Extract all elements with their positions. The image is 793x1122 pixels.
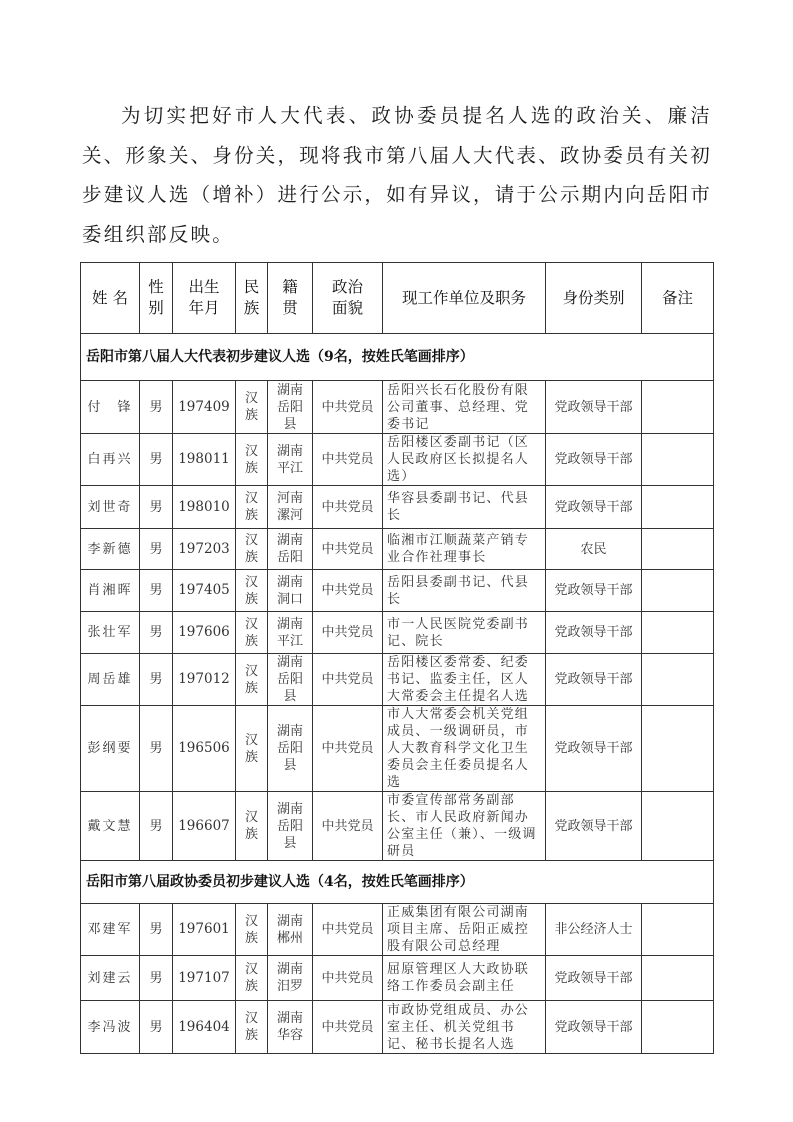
table-row — [81, 654, 714, 706]
cell-ethnicity: 汉族 — [236, 706, 268, 792]
header-native: 籍 贯 — [268, 263, 313, 334]
cell-political: 中共党员 — [313, 434, 383, 486]
cell-birth: 197107 — [173, 956, 236, 1001]
cell-native: 湖南 岳阳 县 — [268, 706, 313, 792]
cell-ethnicity: 汉族 — [236, 904, 268, 956]
table-row — [81, 612, 714, 654]
cell-name: 付 锋 — [81, 381, 140, 434]
table-row — [81, 956, 714, 1001]
table-header-row — [81, 263, 714, 334]
header-name: 姓 名 — [81, 263, 140, 334]
cell-remark — [642, 904, 714, 956]
cell-ethnicity: 汉族 — [236, 381, 268, 434]
cell-category: 党政领导干部 — [546, 381, 642, 434]
cell-birth: 196607 — [173, 792, 236, 861]
cell-category: 农民 — [546, 529, 642, 570]
cell-remark — [642, 486, 714, 529]
cell-birth: 198010 — [173, 486, 236, 529]
cell-political: 中共党员 — [313, 904, 383, 956]
cell-birth: 198011 — [173, 434, 236, 486]
cell-birth: 196404 — [173, 1001, 236, 1054]
cell-ethnicity: 汉族 — [236, 654, 268, 706]
cell-ethnicity: 汉族 — [236, 1001, 268, 1054]
cell-native: 湖南 华容 — [268, 1001, 313, 1054]
cell-work: 市政协党组成员、办公室主任、机关党组书记、秘书长提名人选 — [383, 1001, 546, 1054]
cell-native: 湖南 平江 — [268, 612, 313, 654]
cell-gender: 男 — [140, 381, 173, 434]
cell-category: 非公经济人士 — [546, 904, 642, 956]
cell-work: 屈原管理区人大政协联络工作委员会副主任 — [383, 956, 546, 1001]
cell-remark — [642, 612, 714, 654]
table-row — [81, 570, 714, 612]
cell-category: 党政领导干部 — [546, 956, 642, 1001]
intro-paragraph: 为切实把好市人大代表、政协委员提名人选的政治关、廉洁关、形象关、身份关，现将我市第八届人大代表、政协委员有关初步建议人选（增补）进行公示，如有异议，请于公示期内向岳阳市委组织部反映。 — [82, 104, 712, 246]
cell-name: 刘世奇 — [81, 486, 140, 529]
cell-native: 湖南 岳阳 县 — [268, 654, 313, 706]
cell-category: 党政领导干部 — [546, 570, 642, 612]
cell-gender: 男 — [140, 1001, 173, 1054]
cell-name: 张壮军 — [81, 612, 140, 654]
table-row — [81, 1001, 714, 1054]
section-title: 岳阳市第八届政协委员初步建议人选（4名，按姓氏笔画排序） — [81, 861, 714, 904]
cell-political: 中共党员 — [313, 381, 383, 434]
cell-remark — [642, 956, 714, 1001]
cell-gender: 男 — [140, 706, 173, 792]
cell-gender: 男 — [140, 434, 173, 486]
cell-gender: 男 — [140, 612, 173, 654]
cell-ethnicity: 汉族 — [236, 529, 268, 570]
table-row — [81, 381, 714, 434]
cell-gender: 男 — [140, 570, 173, 612]
cell-name: 李新德 — [81, 529, 140, 570]
cell-category: 党政领导干部 — [546, 1001, 642, 1054]
cell-gender: 男 — [140, 529, 173, 570]
cell-birth: 197405 — [173, 570, 236, 612]
cell-remark — [642, 570, 714, 612]
cell-political: 中共党员 — [313, 570, 383, 612]
cell-native: 湖南 岳阳 县 — [268, 381, 313, 434]
cell-work: 岳阳兴长石化股份有限公司董事、总经理、党委书记 — [383, 381, 546, 434]
cell-work: 岳阳县委副书记、代县长 — [383, 570, 546, 612]
cell-name: 邓建军 — [81, 904, 140, 956]
cell-ethnicity: 汉族 — [236, 956, 268, 1001]
cell-birth: 197203 — [173, 529, 236, 570]
cell-ethnicity: 汉族 — [236, 612, 268, 654]
cell-name: 刘建云 — [81, 956, 140, 1001]
cell-native: 湖南 岳阳 — [268, 529, 313, 570]
table-row — [81, 792, 714, 861]
cell-birth: 197606 — [173, 612, 236, 654]
cell-category: 党政领导干部 — [546, 654, 642, 706]
cell-work: 市人大常委会机关党组成员、一级调研员，市人大教育科学文化卫生委员会主任委员提名人选 — [383, 706, 546, 792]
cell-category: 党政领导干部 — [546, 792, 642, 861]
cell-name: 周岳雄 — [81, 654, 140, 706]
cell-category: 党政领导干部 — [546, 434, 642, 486]
cell-work: 市委宣传部常务副部长、市人民政府新闻办公室主任（兼）、一级调研员 — [383, 792, 546, 861]
cell-gender: 男 — [140, 956, 173, 1001]
header-category: 身份类别 — [546, 263, 642, 334]
cell-category: 党政领导干部 — [546, 612, 642, 654]
cell-remark — [642, 654, 714, 706]
cell-native: 河南 漯河 — [268, 486, 313, 529]
cell-remark — [642, 529, 714, 570]
cell-native: 湖南 洞口 — [268, 570, 313, 612]
cell-ethnicity: 汉族 — [236, 570, 268, 612]
section-header-row — [81, 861, 714, 904]
header-work: 现工作单位及职务 — [383, 263, 546, 334]
cell-remark — [642, 434, 714, 486]
intro-text — [82, 96, 712, 254]
cell-birth: 197012 — [173, 654, 236, 706]
cell-work: 正威集团有限公司湖南项目主席、岳阳正威控股有限公司总经理 — [383, 904, 546, 956]
cell-political: 中共党员 — [313, 706, 383, 792]
cell-political: 中共党员 — [313, 529, 383, 570]
section-header-row — [81, 334, 714, 381]
table-row — [81, 904, 714, 956]
cell-political: 中共党员 — [313, 792, 383, 861]
cell-birth: 197601 — [173, 904, 236, 956]
cell-ethnicity: 汉族 — [236, 792, 268, 861]
header-birth: 出生 年月 — [173, 263, 236, 334]
table-row — [81, 706, 714, 792]
header-political: 政治 面貌 — [313, 263, 383, 334]
cell-gender: 男 — [140, 486, 173, 529]
cell-political: 中共党员 — [313, 1001, 383, 1054]
cell-name: 彭纲要 — [81, 706, 140, 792]
header-remark: 备注 — [642, 263, 714, 334]
cell-name: 白再兴 — [81, 434, 140, 486]
cell-remark — [642, 381, 714, 434]
cell-ethnicity: 汉族 — [236, 486, 268, 529]
cell-work: 岳阳楼区委副书记（区人民政府区长拟提名人选） — [383, 434, 546, 486]
cell-birth: 197409 — [173, 381, 236, 434]
candidate-table — [80, 262, 714, 1054]
cell-native: 湖南 岳阳 县 — [268, 792, 313, 861]
cell-remark — [642, 1001, 714, 1054]
cell-work: 华容县委副书记、代县长 — [383, 486, 546, 529]
cell-ethnicity: 汉族 — [236, 434, 268, 486]
cell-name: 戴文慧 — [81, 792, 140, 861]
cell-political: 中共党员 — [313, 486, 383, 529]
cell-native: 湖南 平江 — [268, 434, 313, 486]
table-row — [81, 529, 714, 570]
cell-work: 市一人民医院党委副书记、院长 — [383, 612, 546, 654]
cell-name: 李冯波 — [81, 1001, 140, 1054]
table-row — [81, 486, 714, 529]
cell-name: 肖湘晖 — [81, 570, 140, 612]
table-row — [81, 434, 714, 486]
cell-remark — [642, 706, 714, 792]
cell-gender: 男 — [140, 654, 173, 706]
cell-remark — [642, 792, 714, 861]
cell-political: 中共党员 — [313, 956, 383, 1001]
cell-political: 中共党员 — [313, 654, 383, 706]
header-ethnicity: 民 族 — [236, 263, 268, 334]
cell-political: 中共党员 — [313, 612, 383, 654]
cell-work: 临湘市江顺蔬菜产销专业合作社理事长 — [383, 529, 546, 570]
cell-category: 党政领导干部 — [546, 706, 642, 792]
cell-gender: 男 — [140, 792, 173, 861]
section-title: 岳阳市第八届人大代表初步建议人选（9名，按姓氏笔画排序） — [81, 334, 714, 381]
cell-category: 党政领导干部 — [546, 486, 642, 529]
cell-native: 湖南 郴州 — [268, 904, 313, 956]
cell-native: 湖南 汨罗 — [268, 956, 313, 1001]
cell-work: 岳阳楼区委常委、纪委书记、监委主任，区人大常委会主任提名人选 — [383, 654, 546, 706]
cell-birth: 196506 — [173, 706, 236, 792]
cell-gender: 男 — [140, 904, 173, 956]
header-gender: 性 别 — [140, 263, 173, 334]
